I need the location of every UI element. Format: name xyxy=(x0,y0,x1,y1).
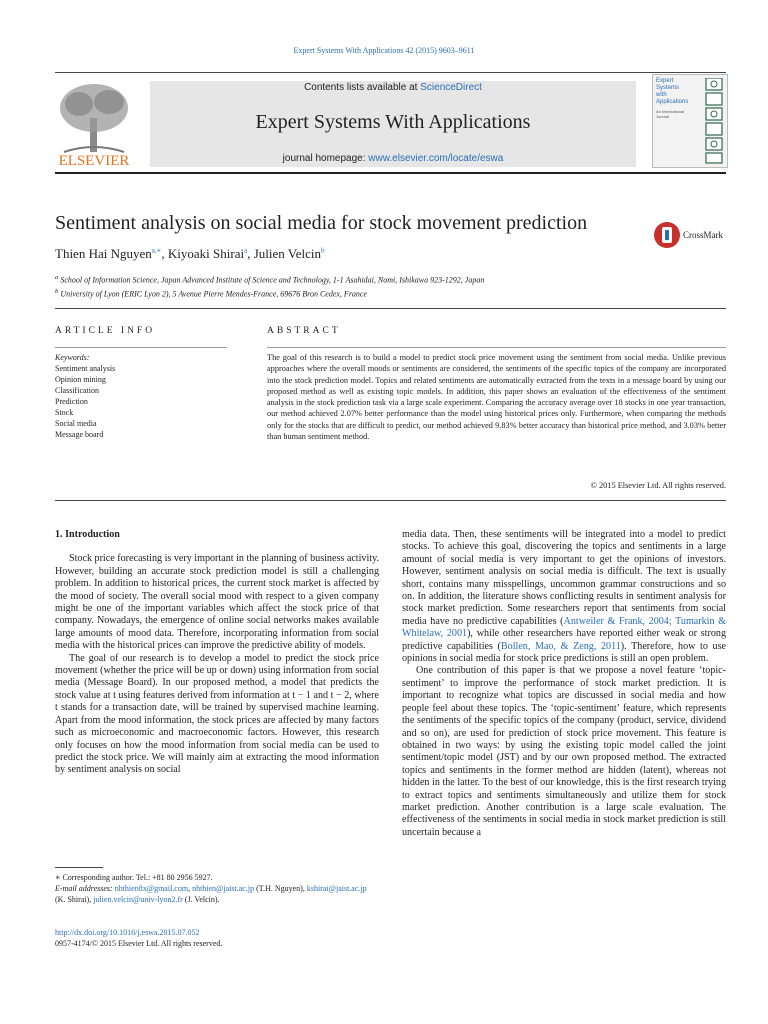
affiliation-text: University of Lyon (ERIC Lyon 2), 5 Avenue Pierre Mendes-France, 69676 Bron Cedex, France xyxy=(60,289,368,299)
journal-homepage-line xyxy=(150,153,636,164)
doi-link[interactable]: http://dx.doi.org/10.1016/j.eswa.2015.07.052 xyxy=(55,928,200,937)
section-rule xyxy=(55,500,726,501)
body-paragraph: One contribution of this paper is that we propose a novel feature ‘topic-sentiment’ to improve the performance of stock market prediction. It is important to recognize what topics are discussed in social media and how people feel about these topics. The ‘topic-sentiment’ feature, which represents the sentiments of the specific topics of the company (product, service, dividend and so on), are used for prediction of stock price movement. This feature is obtained in two ways: by using the existing topic model called the joint sentiment/topic model (JST) and by our own proposed method. The extracted topics and sentiments in the former method are hidden (latent), whereas not hidden in the latter. To the best of our knowledge, this is the first research trying to extract topics and sentiments simultaneously and utilize them for stock market prediction. Another contribution is a large scale evaluation. The effectiveness of the sentiments in social media in stock market prediction is still uncertain because a xyxy=(402,665,726,838)
issn-line: 0957-4174/© 2015 Elsevier Ltd. All rights reserved. xyxy=(55,939,223,948)
elsevier-logo xyxy=(54,78,134,166)
email-owner: (K. Shirai), xyxy=(55,895,94,904)
keyword-item: Social media xyxy=(55,419,97,428)
email-link[interactable]: nhthien8x@gmail.com xyxy=(114,884,189,893)
email-link[interactable]: kshirai@jaist.ac.jp xyxy=(306,884,367,893)
affiliation-marker: b xyxy=(55,287,59,295)
cover-title-line: with xyxy=(656,92,667,98)
contents-line xyxy=(150,82,636,93)
article-info-heading: ARTICLE INFO xyxy=(55,326,156,336)
journal-title: Expert Systems With Applications xyxy=(255,111,531,133)
doi-block xyxy=(55,927,222,949)
cover-title-line: Systems xyxy=(656,85,680,91)
crossmark-badge[interactable] xyxy=(652,220,726,255)
elsevier-wordmark: ELSEVIER xyxy=(58,153,130,166)
body-paragraph: The goal of our research is to develop a model to predict the stock price movement (whether the price will be up or down) using information from social media (Message Board). In our proposed method, a model that predicts the stock value at t using features derived from information at t − 1 and t − 2, where t stands for a transaction date, will be trained by supervised machine learning. Apart from the mood information, the stock prices are affected by many factors such as microeconomic and macroeconomic factors. However, this research only focuses on how the mood information from social media can be used to predict the stock price. We will mainly aim at extracting the mood information by sentiment analysis on social xyxy=(55,652,379,776)
keyword-item: Message board xyxy=(55,430,104,439)
cover-title-line: Expert xyxy=(656,78,674,84)
journal-citation[interactable]: Expert Systems With Applications 42 (2015) 9603–9611 xyxy=(293,46,475,55)
affiliations xyxy=(55,272,484,299)
sciencedirect-link[interactable]: ScienceDirect xyxy=(420,82,482,93)
cover-title xyxy=(656,78,696,119)
header-rule xyxy=(55,72,726,73)
keyword-item: Prediction xyxy=(55,397,88,406)
abstract-rule xyxy=(267,347,726,348)
homepage-prefix: journal homepage: xyxy=(282,153,369,164)
article-title: Sentiment analysis on social media for stock movement prediction xyxy=(55,212,588,234)
affiliation-marker: a xyxy=(55,274,59,281)
citation-link[interactable]: Antweiler & Frank, 2004; Tumarkin & Whitelaw, 2001 xyxy=(402,615,726,640)
author-separator: , xyxy=(247,246,254,261)
email-owner: (J. Velcin). xyxy=(182,895,220,904)
keyword-item: Classification xyxy=(55,386,99,395)
keyword-item: Stock xyxy=(55,408,74,417)
affiliation-item xyxy=(55,286,484,300)
email-label: E-mail addresses: xyxy=(55,884,115,893)
body-text: media data. Then, these sentiments will be integrated into a model to predict stocks. To achieve this goal, discovering the topics and sentiments in a large amount of social media is very important to get the opinions of investors. However, sentiment analysis on social media is difficult. The text is usually short, contains many misspellings, uncommon grammar constructions and so on. In addition, the literature shows conflicting results in sentiment analysis for stock market prediction. Some researchers report that sentiments from social media have no predictive capabilities ( xyxy=(402,529,726,627)
body-column-left xyxy=(55,529,379,777)
author-name: Kiyoaki Shirai xyxy=(167,246,245,261)
cover-icon-column xyxy=(704,78,724,169)
body-paragraph xyxy=(402,529,726,665)
keywords-label: Keywords: xyxy=(55,353,90,362)
author-name: Julien Velcin xyxy=(253,246,321,261)
body-text: ). Therefore, how to use opinions in social media for stock price predictions is still an open problem. xyxy=(402,640,726,665)
keyword-item: Sentiment analysis xyxy=(55,364,116,373)
author-list xyxy=(55,246,324,262)
author-separator: , xyxy=(161,246,168,261)
author-affil-marker[interactable]: b xyxy=(320,246,325,255)
abstract-heading: ABSTRACT xyxy=(267,326,341,336)
article-info-rule xyxy=(55,347,227,348)
author-name: Thien Hai Nguyen xyxy=(55,246,152,261)
body-column-right xyxy=(402,529,726,839)
email-link[interactable]: julien.velcin@univ-lyon2.fr xyxy=(93,895,183,904)
abstract-copyright: © 2015 Elsevier Ltd. All rights reserved. xyxy=(590,481,726,490)
elsevier-tree-icon xyxy=(54,78,134,166)
abstract-text: The goal of this research is to build a model to predict stock price movement using the sentiment from social media. Unlike previous approaches where the overall moods or sentiments are considered, the sentiments of the specific topics of the company are incorporated into the stock prediction model. Topics and related sentiments are automatically extracted from the texts in a message board by using our proposed method as well as existing topic models. In addition, this paper shows an evaluation of the effectiveness of the sentiment analysis in the stock prediction task via a large scale experiment. Comparing the accuracy average over 18 stocks in one year transaction, our method achieved 2.07% better performance than the model using historical prices only. Furthermore, when comparing the methods only for the stocks that are difficult to predict, our method achieved 9.83% better accuracy than historical price method, and 3.03% better than human sentiment method. xyxy=(267,353,726,442)
author-affil-marker[interactable]: a xyxy=(244,246,248,255)
author-affil-marker[interactable]: a,∗ xyxy=(151,246,162,255)
footnote-rule xyxy=(55,867,103,868)
cover-subtitle: An International Journal xyxy=(656,109,685,119)
affiliation-text: School of Information Science, Japan Advanced Institute of Science and Technology, 1-1 Asahidai, Nomi, Ishikawa 923-1292, Japan xyxy=(60,275,485,285)
homepage-link[interactable]: www.elsevier.com/locate/eswa xyxy=(368,153,504,164)
cover-title-line: Applications xyxy=(656,99,689,105)
section-heading: 1. Introduction xyxy=(55,529,120,540)
email-addresses xyxy=(55,883,379,905)
email-separator: , xyxy=(188,884,193,893)
header-rule-thick xyxy=(55,172,726,174)
citation-link[interactable]: Bollen, Mao, & Zeng, 2011 xyxy=(500,640,621,652)
keywords-block xyxy=(55,352,227,440)
email-link[interactable]: nhthien@jaist.ac.jp xyxy=(192,884,255,893)
crossmark-label: CrossMark xyxy=(683,230,723,240)
body-paragraph: Stock price forecasting is very important in the planning of business activity. However, building an accurate stock prediction model is still a challenging problem. In addition to historical prices, the current stock market is affected by the mood of society. The overall social mood with respect to a given company might be one of the important variables which affect the stock price of that company. Nowadays, the emergence of online social networks makes available large amounts of mood data. Therefore, incorporating information from social media with the historical prices can improve the predictive ability of models. xyxy=(55,553,379,652)
contents-prefix: Contents lists available at xyxy=(304,82,421,93)
email-owner: (T.H. Nguyen), xyxy=(254,884,307,893)
keyword-item: Opinion mining xyxy=(55,375,106,384)
affiliation-item xyxy=(55,272,484,286)
section-rule xyxy=(55,308,726,309)
footnote xyxy=(55,872,379,905)
body-text: ), while other researchers have reported either weak or strong predictive capabilities ( xyxy=(402,628,726,652)
corresponding-author-note: ∗ Corresponding author. Tel.: +81 80 2956 5927. xyxy=(55,873,213,882)
